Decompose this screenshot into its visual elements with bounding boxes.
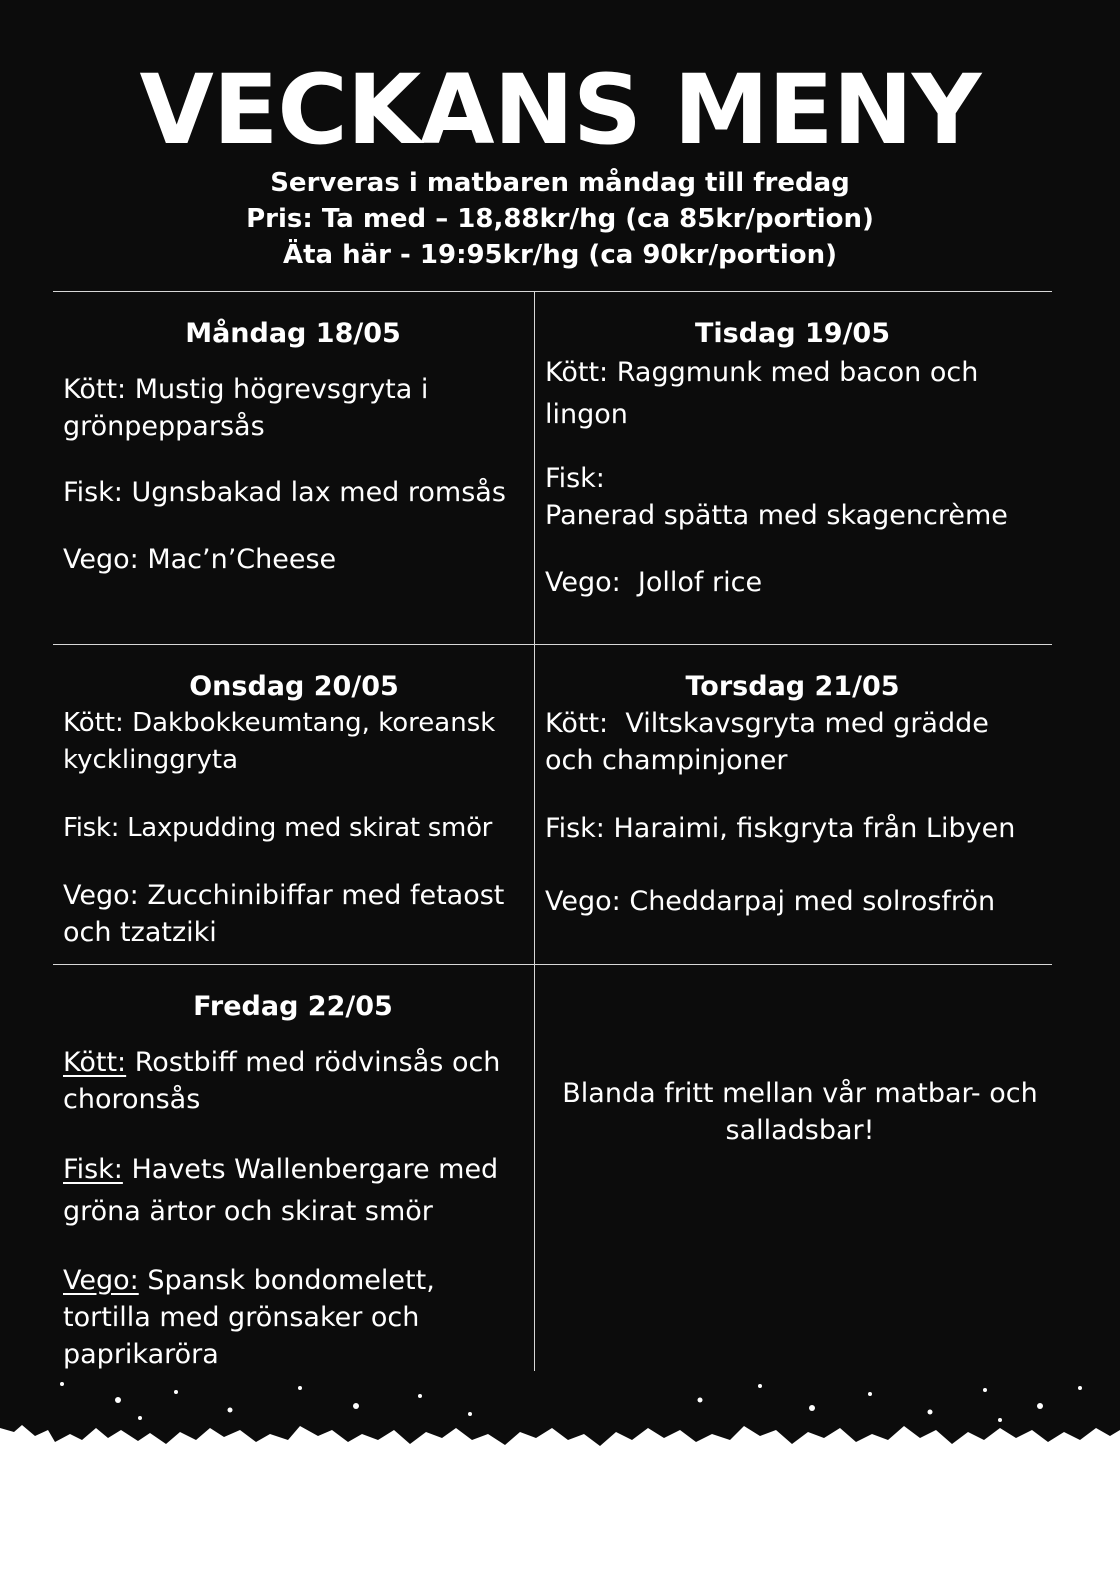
day-cell-thursday — [545, 669, 1040, 920]
dish-label: Vego: — [63, 544, 139, 575]
divider — [53, 964, 1052, 965]
dish-label: Vego: — [545, 567, 621, 598]
dish-kott — [63, 1044, 523, 1118]
dish-fisk — [545, 810, 1040, 847]
dish-label: Fisk: — [63, 477, 123, 508]
dish-text: Mac’n’Cheese — [147, 544, 337, 575]
dish-label: Kött: — [63, 374, 127, 405]
dish-vego — [63, 541, 523, 578]
dish-text: Viltskavsgryta med grädde och champinjoner — [545, 708, 989, 776]
dish-label: Vego: — [545, 886, 621, 917]
torn-edge-decoration — [0, 1370, 1120, 1584]
day-heading: Tisdag 19/05 — [694, 318, 891, 349]
dish-label: Kött: — [545, 708, 609, 739]
dish-vego — [545, 564, 1040, 601]
dish-text: Rostbiff med rödvinsås och choronsås — [63, 1047, 501, 1115]
serving-info: Serveras i matbaren måndag till fredag — [270, 168, 850, 198]
dish-kott — [63, 371, 523, 445]
dish-text: Laxpudding med skirat smör — [127, 813, 493, 843]
dish-kott — [63, 705, 525, 779]
mix-note: Blanda fritt mellan vår matbar- och salladsbar! — [562, 1078, 1038, 1146]
dish-kott — [545, 352, 1040, 436]
day-heading: Fredag 22/05 — [193, 991, 393, 1022]
divider — [534, 291, 535, 1371]
dish-text: Spansk bondomelett, tortilla med grönsaker och paprikaröra — [63, 1265, 435, 1370]
dish-label: Fisk: — [63, 1154, 123, 1185]
dish-text: Jollof rice — [637, 567, 763, 598]
dish-label: Fisk: — [545, 813, 605, 844]
day-cell-friday — [63, 989, 523, 1373]
dish-label: Vego: — [63, 1265, 139, 1296]
eat-in-price: Äta här - 19:95kr/hg (ca 90kr/portion) — [282, 240, 838, 270]
dish-text: Cheddarpaj med solrosfrön — [629, 886, 996, 917]
dish-label: Kött: — [545, 357, 609, 388]
dish-text: Mustig högrevsgryta i grönpepparsås — [63, 374, 429, 442]
dish-text: Ugnsbakad lax med romsås — [131, 477, 506, 508]
divider — [53, 644, 1052, 645]
page-title: VECKANS MENY — [139, 54, 981, 166]
dish-label: Kött: — [63, 1047, 127, 1078]
dish-fisk — [545, 460, 1040, 534]
divider — [53, 291, 1052, 292]
dish-vego — [63, 1262, 523, 1373]
day-cell-wednesday — [63, 669, 525, 951]
menu-subtitle — [0, 165, 1120, 273]
dish-text: Dakbokkeumtang, koreansk kycklinggryta — [63, 708, 496, 775]
dish-text: Zucchinibiffar med fetaost och tzatziki — [63, 880, 505, 948]
dish-label: Fisk: — [545, 463, 605, 494]
dish-vego — [545, 883, 1040, 920]
dish-fisk — [63, 474, 523, 511]
dish-text: Havets Wallenbergare med gröna ärtor och skirat smör — [63, 1154, 499, 1227]
day-heading: Onsdag 20/05 — [189, 671, 399, 702]
dish-text: Raggmunk med bacon och lingon — [545, 357, 979, 430]
dish-fisk — [63, 810, 525, 847]
dish-label: Kött: — [63, 708, 124, 738]
dish-text: Haraimi, fiskgryta från Libyen — [613, 813, 1016, 844]
dish-fisk — [63, 1149, 523, 1233]
day-cell-monday — [63, 316, 523, 578]
day-cell-tuesday — [545, 316, 1040, 601]
dish-label: Fisk: — [63, 813, 120, 843]
takeaway-price: Pris: Ta med – 18,88kr/hg (ca 85kr/portion) — [246, 204, 874, 234]
dish-kott — [545, 705, 1040, 779]
dish-vego — [63, 877, 525, 951]
day-heading: Måndag 18/05 — [185, 318, 401, 349]
dish-label: Vego: — [63, 880, 139, 911]
day-heading: Torsdag 21/05 — [685, 671, 900, 702]
dish-text: Panerad spätta med skagencrème — [545, 500, 1008, 531]
